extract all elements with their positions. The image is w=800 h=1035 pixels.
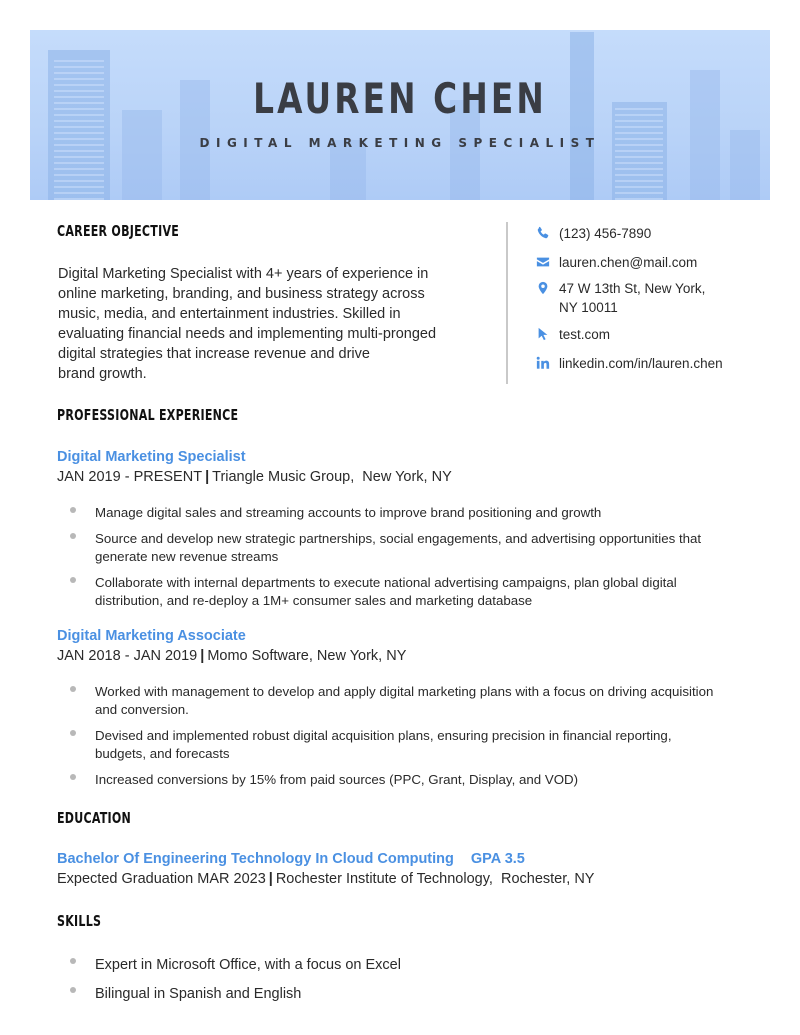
contact-phone xyxy=(536,224,651,243)
phone-icon xyxy=(536,226,550,240)
career-objective-text xyxy=(58,264,488,384)
bullet-item xyxy=(68,530,758,566)
education-degree-line xyxy=(57,851,525,867)
skill-item: Bilingual in Spanish and English xyxy=(68,984,758,1004)
job-company: Momo Software, xyxy=(207,648,313,664)
vertical-divider xyxy=(506,222,508,384)
contact-linkedin xyxy=(536,354,723,373)
job-company: Triangle Music Group, xyxy=(212,469,355,485)
section-heading-skills: SKILLS xyxy=(57,912,102,930)
gpa: GPA 3.5 xyxy=(470,851,525,867)
job-title: Digital Marketing Specialist xyxy=(57,449,246,465)
section-heading-education: EDUCATION xyxy=(57,809,132,827)
school: Rochester Institute of Technology, xyxy=(275,871,493,887)
job-bullets xyxy=(68,504,758,618)
section-heading-experience: PROFESSIONAL EXPERIENCE xyxy=(57,406,239,424)
job-meta xyxy=(57,648,406,664)
separator: | xyxy=(268,871,273,887)
skyline-windows xyxy=(54,60,104,200)
bullet-line: Source and develop new strategic partnerships, social engagements, and advertising opportunities that xyxy=(95,531,702,546)
job-dates: JAN 2019 - PRESENT xyxy=(57,469,203,485)
contact-email xyxy=(536,253,697,272)
objective-line: brand growth. xyxy=(58,366,147,382)
website-link[interactable]: test.com xyxy=(559,327,611,342)
bullet-line: Manage digital sales and streaming accounts to improve brand positioning and growth xyxy=(95,505,602,520)
job-dates: JAN 2018 - JAN 2019 xyxy=(57,648,198,664)
separator: | xyxy=(200,648,205,664)
phone-number[interactable]: (123) 456-7890 xyxy=(559,226,652,241)
education-meta xyxy=(57,871,594,887)
bullet-line: Worked with management to develop and apply digital marketing plans with a focus on driving acquisition xyxy=(95,684,714,699)
job-location: New York, NY xyxy=(316,648,407,664)
bullet-item xyxy=(68,504,758,522)
bullet-item xyxy=(68,574,758,610)
job-title: Digital Marketing Associate xyxy=(57,628,246,644)
bullet-line: Collaborate with internal departments to execute national advertising campaigns, plan global digital xyxy=(95,575,677,590)
candidate-name: LAUREN CHEN xyxy=(253,74,547,123)
bullet-line: distribution, and re-deploy a 1M+ consumer sales and marketing database xyxy=(95,593,533,608)
candidate-title: DIGITAL MARKETING SPECIALIST xyxy=(199,136,601,150)
contact-address xyxy=(536,279,705,317)
objective-line: Digital Marketing Specialist with 4+ years of experience in xyxy=(58,266,429,282)
header-banner xyxy=(30,30,770,200)
contact-website xyxy=(536,325,610,344)
bullet-line: Devised and implemented robust digital acquisition plans, ensuring precision in financial reporting, xyxy=(95,728,672,743)
bullet-line: Increased conversions by 15% from paid sources (PPC, Grant, Display, and VOD) xyxy=(95,772,579,787)
bullet-item xyxy=(68,771,758,789)
bullet-line: and conversion. xyxy=(95,702,189,717)
map-pin-icon xyxy=(536,281,550,295)
address xyxy=(559,279,705,317)
job-meta xyxy=(57,469,452,485)
linkedin-link[interactable]: linkedin.com/in/lauren.chen xyxy=(559,356,723,371)
degree: Bachelor Of Engineering Technology In Cloud Computing xyxy=(57,851,454,867)
address-line: NY 10011 xyxy=(559,300,618,315)
skyline-building xyxy=(690,70,720,200)
skill-item: Expert in Microsoft Office, with a focus on Excel xyxy=(68,955,758,975)
bullet-line: generate new revenue streams xyxy=(95,549,279,564)
separator: | xyxy=(205,469,210,485)
email-address[interactable]: lauren.chen@mail.com xyxy=(559,255,698,270)
address-line: 47 W 13th St, New York, xyxy=(559,281,706,296)
envelope-icon xyxy=(536,255,550,269)
bullet-line: budgets, and forecasts xyxy=(95,746,230,761)
linkedin-icon xyxy=(536,356,550,370)
objective-line: music, media, and entertainment industries. Skilled in xyxy=(58,306,401,322)
objective-line: online marketing, branding, and business strategy across xyxy=(58,286,425,302)
school-location: Rochester, NY xyxy=(500,871,595,887)
cursor-icon xyxy=(536,327,550,341)
bullet-item xyxy=(68,727,758,763)
job-location: New York, NY xyxy=(362,469,452,485)
job-bullets xyxy=(68,683,758,797)
graduation-date: Expected Graduation MAR 2023 xyxy=(57,871,266,887)
skills-list xyxy=(68,955,758,1013)
objective-line: evaluating financial needs and implementing multi-pronged xyxy=(58,326,437,342)
section-heading-career-objective: CAREER OBJECTIVE xyxy=(57,222,180,240)
bullet-item xyxy=(68,683,758,719)
skyline-building xyxy=(122,110,162,200)
objective-line: digital strategies that increase revenue and drive xyxy=(58,346,370,362)
